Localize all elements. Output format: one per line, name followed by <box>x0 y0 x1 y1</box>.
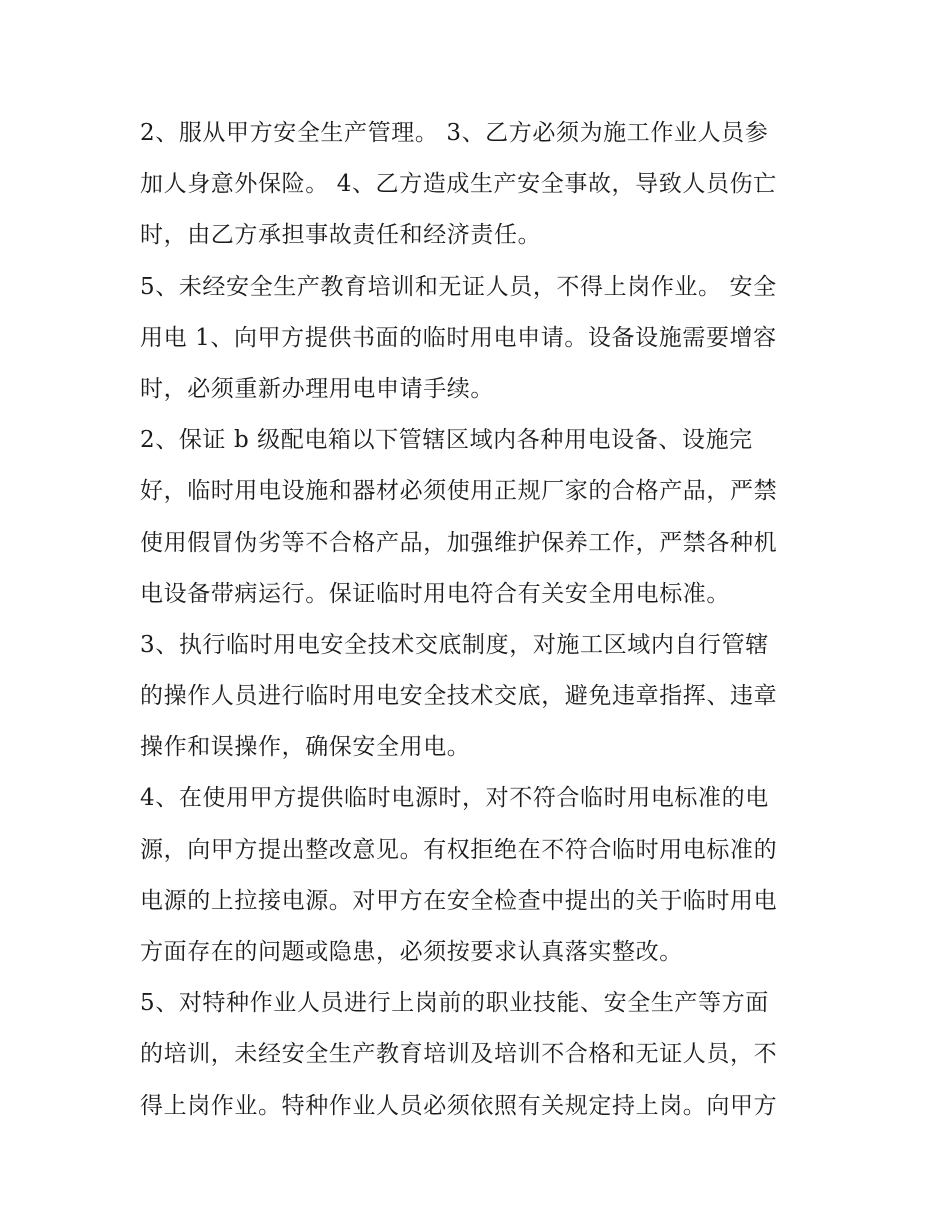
paragraph <box>140 773 820 978</box>
text-line: 5、对特种作业人员进行上岗前的职业技能、安全生产等方面 <box>140 990 769 1017</box>
text-line: 3、执行临时用电安全技术交底制度，对施工区域内自行管辖 <box>140 631 769 658</box>
text-line: 使用假冒伪劣等不合格产品，加强维护保养工作，严禁各种机 <box>140 529 778 556</box>
paragraph <box>140 620 820 774</box>
text-line: 得上岗作业。特种作业人员必须依照有关规定持上岗。向甲方 <box>140 1092 778 1119</box>
text-line: 2、服从甲方安全生产管理。 3、乙方必须为施工作业人员参 <box>140 120 769 146</box>
text-line: 的操作人员进行临时用电安全技术交底，避免违章指挥、违章 <box>140 683 778 710</box>
paragraph <box>140 108 820 262</box>
text-line: 加人身意外保险。 4、乙方造成生产安全事故，导致人员伤亡 <box>140 171 777 198</box>
text-line: 时，必须重新办理用电申请手续。 <box>140 375 494 402</box>
text-line: 时，由乙方承担事故责任和经济责任。 <box>140 222 542 249</box>
paragraph <box>140 978 820 1132</box>
text-line: 源，向甲方提出整改意见。有权拒绝在不符合临时用电标准的 <box>140 836 778 863</box>
text-line: 方面存在的问题或隐患，必须按要求认真落实整改。 <box>140 939 683 965</box>
text-line: 的培训，未经安全生产教育培训及培训不合格和无证人员，不 <box>140 1041 778 1068</box>
text-line: 电源的上拉接电源。对甲方在安全检查中提出的关于临时用电 <box>140 887 778 914</box>
text-line: 2、保证 b 级配电箱以下管辖区域内各种用电设备、设施完 <box>140 427 753 454</box>
text-line: 5、未经安全生产教育培训和无证人员，不得上岗作业。 安全 <box>140 273 777 300</box>
paragraph <box>140 415 820 620</box>
text-line: 用电 1、向甲方提供书面的临时用电申请。设备设施需要增容 <box>140 324 777 351</box>
paragraph <box>140 262 820 416</box>
text-line: 4、在使用甲方提供临时电源时，对不符合临时用电标准的电 <box>140 785 769 812</box>
text-line: 电设备带病运行。保证临时用电符合有关安全用电标准。 <box>140 580 730 607</box>
document-body <box>140 108 820 1132</box>
text-line: 操作和误操作，确保安全用电。 <box>140 734 471 761</box>
text-line: 好，临时用电设施和器材必须使用正规厂家的合格产品，严禁 <box>140 478 778 505</box>
